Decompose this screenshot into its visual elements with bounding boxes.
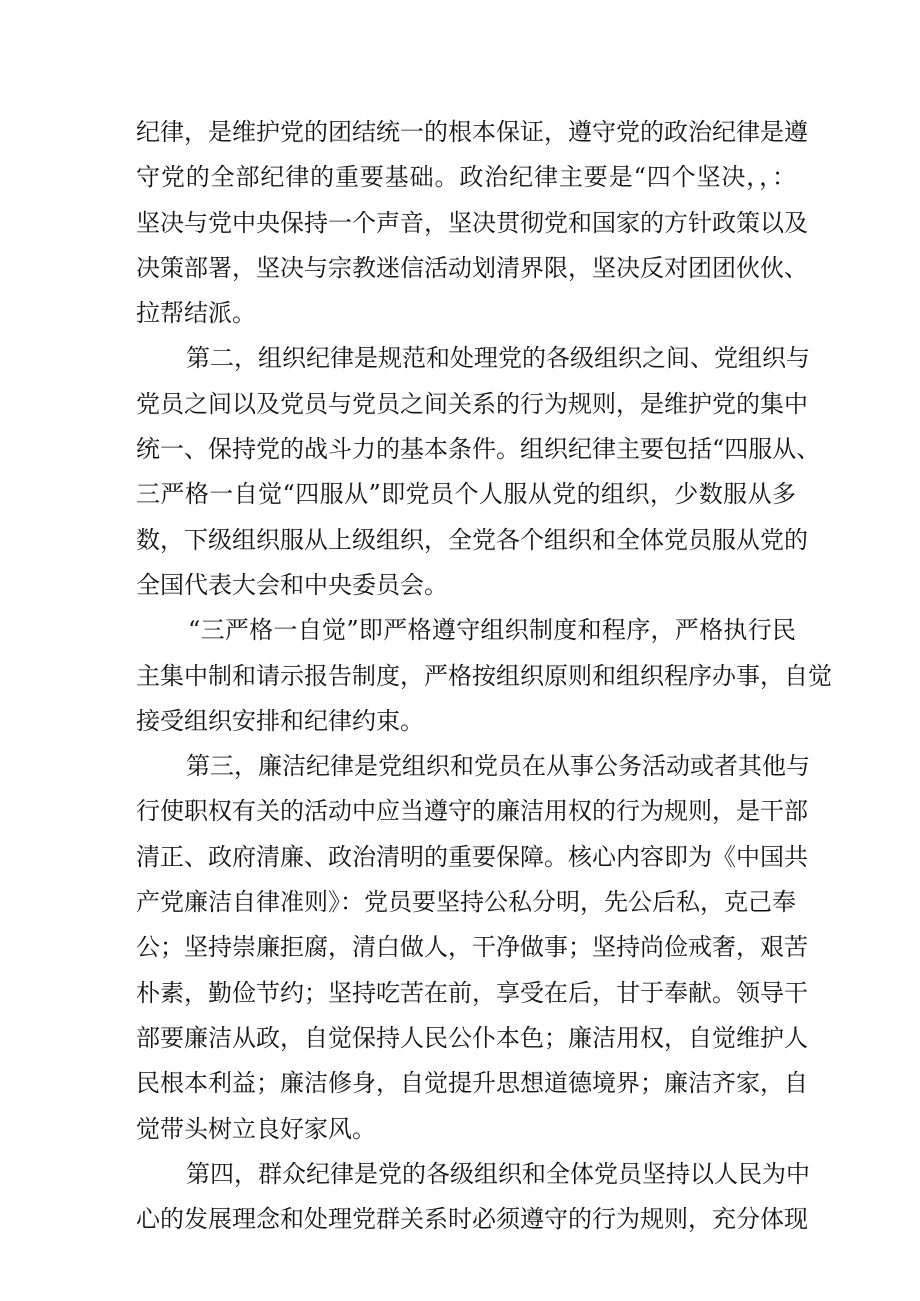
paragraph-three-strict-one-conscious	[136, 608, 832, 744]
text-line: 接受组织安排和纪律约束。	[136, 706, 424, 735]
text-line: 第三，廉洁纪律是党组织和党员在从事公务活动或者其他与	[186, 752, 810, 781]
text-line: 部要廉洁从政，自觉保持人民公仆本色；廉洁用权，自觉维护人	[136, 1023, 808, 1052]
text-line: 民根本利益；廉洁修身，自觉提升思想道德境界；廉洁齐家，自	[136, 1069, 808, 1098]
text-line: 统一、保持党的战斗力的基本条件。组织纪律主要包括“四服从、	[136, 435, 821, 464]
text-line: 决策部署，坚决与宗教迷信活动划清界限，坚决反对团团伙伙、	[136, 253, 808, 282]
text-line: 坚决与党中央保持一个声音，坚决贯彻党和国家的方针政策以及	[136, 208, 808, 237]
text-line: 第四，群众纪律是党的各级组织和全体党员坚持以人民为中	[186, 1159, 810, 1188]
text-line: 心的发展理念和处理党群关系时必须遵守的行为规则，充分体现	[136, 1205, 808, 1234]
text-line: 党员之间以及党员与党员之间关系的行为规则，是维护党的集中	[136, 389, 808, 418]
document-body	[136, 110, 832, 1242]
paragraph-political-discipline	[136, 110, 808, 336]
text-line: 三严格一自觉“四服从”即党员个人服从党的组织，少数服从多	[136, 480, 796, 509]
text-line: 行使职权有关的活动中应当遵守的廉洁用权的行为规则，是干部	[136, 797, 808, 826]
text-line: 主集中制和请示报告制度，严格按组织原则和组织程序办事，自觉	[136, 661, 832, 690]
text-line: 拉帮结派。	[136, 299, 256, 328]
text-line: “三严格一自觉”即严格遵守组织制度和程序，严格执行民	[188, 616, 796, 645]
text-line: 产党廉洁自律准则》：党员要坚持公私分明，先公后私，克己奉	[136, 888, 796, 917]
text-line: 纪律，是维护党的团结统一的根本保证，遵守党的政治纪律是遵	[136, 118, 808, 146]
text-line: 朴素，勤俭节约；坚持吃苦在前，享受在后，甘于奉献。领导干	[136, 978, 808, 1007]
text-line: 公；坚持崇廉拒腐，清白做人，干净做事；坚持尚俭戒奢，艰苦	[136, 933, 808, 962]
text-line: 第二，组织纪律是规范和处理党的各级组织之间、党组织与	[186, 344, 810, 373]
text-line: 觉带头树立良好家风。	[136, 1114, 376, 1143]
paragraph-mass-discipline	[136, 1152, 810, 1243]
text-line: 全国代表大会和中央委员会。	[136, 570, 448, 599]
text-line: 守党的全部纪律的重要基础。政治纪律主要是“四个坚决，，：	[136, 163, 796, 192]
paragraph-integrity-discipline	[136, 744, 810, 1152]
paragraph-organizational-discipline	[136, 336, 821, 608]
text-line: 清正、政府清廉、政治清明的重要保障。核心内容即为《中国共	[136, 842, 808, 871]
text-line: 数，下级组织服从上级组织，全党各个组织和全体党员服从党的	[136, 525, 808, 554]
